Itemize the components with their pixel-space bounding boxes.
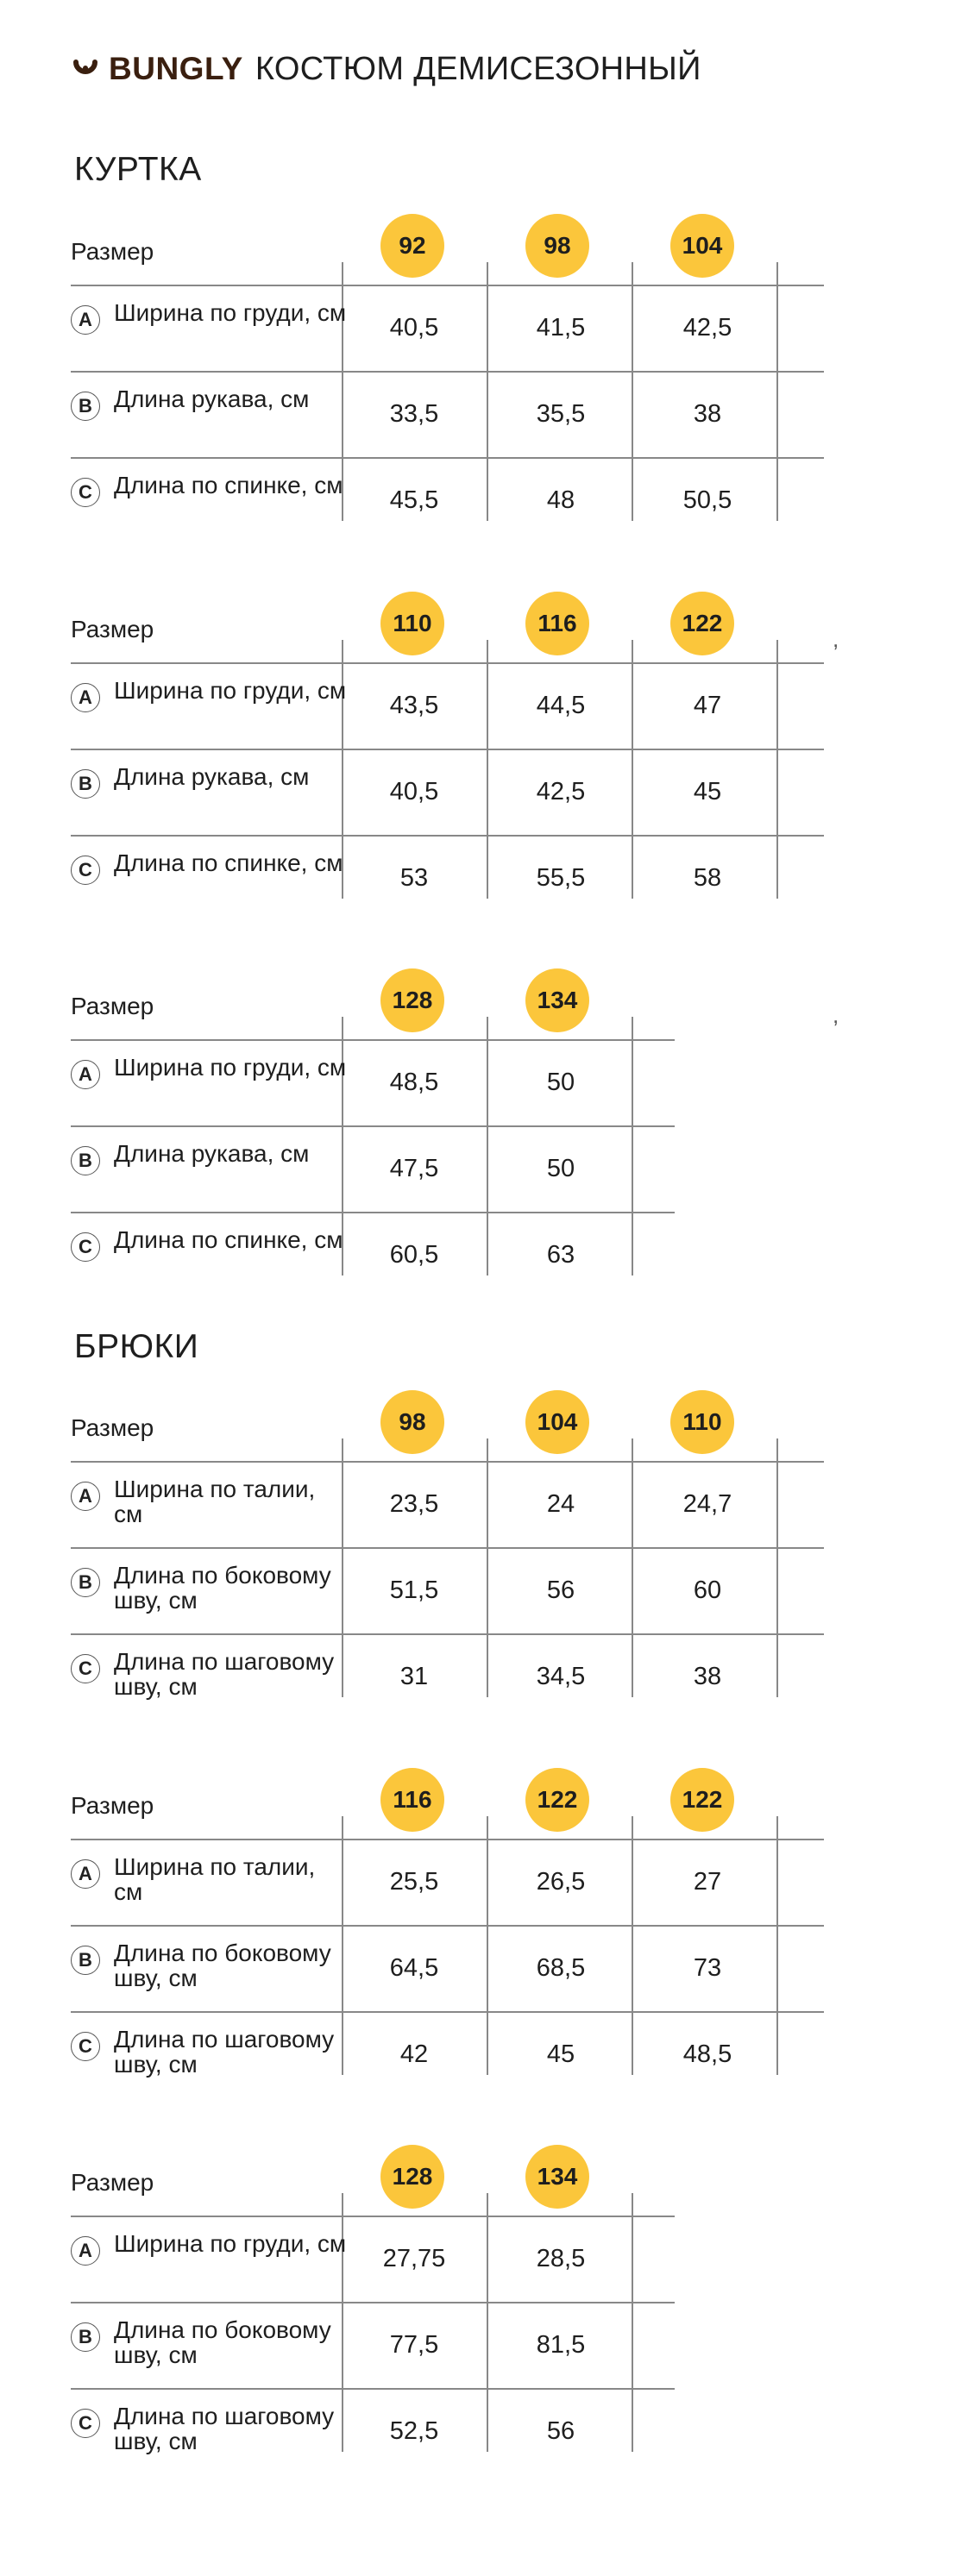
row-letter-a: A — [71, 683, 100, 712]
value-cell: 60 — [693, 1576, 722, 1604]
row-letter-c: C — [71, 2032, 100, 2061]
row-letter-b: B — [71, 1946, 100, 1975]
value-cell: 52,5 — [389, 2417, 439, 2445]
grid-line-horizontal — [71, 1461, 824, 1463]
row-letter-b: B — [71, 1146, 100, 1175]
value-cell: 27 — [693, 1868, 722, 1896]
value-cell: 45 — [693, 778, 722, 805]
grid-line-horizontal — [71, 1125, 675, 1127]
row-letter-b: B — [71, 392, 100, 421]
size-badge: 110 — [670, 1390, 734, 1454]
value-cell: 23,5 — [389, 1490, 439, 1518]
size-label: Размер — [71, 2169, 154, 2196]
grid-line-vertical — [632, 2193, 633, 2452]
brand-logo-icon — [72, 56, 98, 82]
value-cell: 47,5 — [389, 1155, 439, 1182]
value-cell: 28,5 — [536, 2245, 586, 2272]
grid-line-horizontal — [71, 2302, 675, 2303]
value-cell: 31 — [399, 1663, 429, 1690]
size-badge: 104 — [670, 214, 734, 278]
size-badge: 128 — [380, 968, 444, 1032]
value-cell: 50 — [546, 1069, 575, 1096]
size-badge: 134 — [525, 968, 589, 1032]
stray-mark: , — [833, 626, 839, 652]
value-cell: 27,75 — [382, 2245, 446, 2272]
size-badge: 104 — [525, 1390, 589, 1454]
row-label: Ширина по талии, см — [114, 1476, 316, 1527]
row-label: Длина по шаговому шву, см — [114, 1648, 335, 1700]
grid-line-horizontal — [71, 371, 824, 373]
row-label: Длина по спинке, см — [114, 1226, 343, 1253]
value-cell: 33,5 — [389, 400, 439, 428]
value-cell: 51,5 — [389, 1576, 439, 1604]
value-cell: 42,5 — [682, 314, 732, 342]
grid-line-vertical — [632, 1438, 633, 1697]
size-label: Размер — [71, 1414, 154, 1441]
row-letter-c: C — [71, 1654, 100, 1683]
row-label: Длина по боковому шву, см — [114, 2316, 331, 2368]
brand-logo — [72, 51, 243, 87]
value-cell: 41,5 — [536, 314, 586, 342]
grid-line-horizontal — [71, 2216, 675, 2217]
product-title: КОСТЮМ ДЕМИСЕЗОННЫЙ — [255, 50, 701, 87]
row-label: Длина по боковому шву, см — [114, 1940, 331, 1991]
grid-line-horizontal — [71, 1925, 824, 1927]
row-label: Ширина по груди, см — [114, 677, 347, 704]
size-badge: 122 — [670, 592, 734, 655]
row-letter-c: C — [71, 1232, 100, 1262]
size-badge: 116 — [525, 592, 589, 655]
value-cell: 50,5 — [682, 486, 732, 514]
grid-line-vertical — [632, 1816, 633, 2075]
value-cell: 42 — [399, 2040, 429, 2068]
grid-line-horizontal — [71, 835, 824, 837]
grid-line-horizontal — [71, 662, 824, 664]
value-cell: 43,5 — [389, 692, 439, 719]
value-cell: 40,5 — [389, 314, 439, 342]
grid-line-horizontal — [71, 1839, 824, 1840]
value-cell: 64,5 — [389, 1954, 439, 1982]
value-cell: 38 — [693, 1663, 722, 1690]
value-cell: 25,5 — [389, 1868, 439, 1896]
grid-line-horizontal — [71, 2011, 824, 2013]
grid-line-vertical — [776, 262, 778, 521]
value-cell: 53 — [399, 864, 429, 892]
value-cell: 40,5 — [389, 778, 439, 805]
grid-line-horizontal — [71, 2388, 675, 2390]
brand-name: BUNGLY — [109, 51, 243, 86]
value-cell: 81,5 — [536, 2331, 586, 2359]
row-letter-b: B — [71, 2322, 100, 2352]
value-cell: 73 — [693, 1954, 722, 1982]
grid-line-horizontal — [71, 1633, 824, 1635]
size-badge: 98 — [525, 214, 589, 278]
grid-line-vertical — [487, 1816, 488, 2075]
value-cell: 48,5 — [389, 1069, 439, 1096]
row-label: Длина рукава, см — [114, 1140, 310, 1167]
value-cell: 56 — [546, 1576, 575, 1604]
row-letter-a: A — [71, 1060, 100, 1089]
grid-line-vertical — [632, 262, 633, 521]
value-cell: 38 — [693, 400, 722, 428]
row-label: Длина по шаговому шву, см — [114, 2026, 335, 2078]
value-cell: 47 — [693, 692, 722, 719]
size-badge: 134 — [525, 2145, 589, 2209]
row-letter-c: C — [71, 856, 100, 885]
value-cell: 56 — [546, 2417, 575, 2445]
row-letter-c: C — [71, 478, 100, 507]
section-title: КУРТКА — [74, 151, 202, 188]
value-cell: 58 — [693, 864, 722, 892]
row-label: Ширина по талии, см — [114, 1853, 316, 1905]
grid-line-horizontal — [71, 457, 824, 459]
grid-line-horizontal — [71, 1039, 675, 1041]
value-cell: 63 — [546, 1241, 575, 1269]
value-cell: 48,5 — [682, 2040, 732, 2068]
value-cell: 26,5 — [536, 1868, 586, 1896]
size-badge: 122 — [525, 1768, 589, 1832]
grid-line-vertical — [487, 2193, 488, 2452]
row-letter-a: A — [71, 1482, 100, 1511]
value-cell: 45,5 — [389, 486, 439, 514]
row-letter-a: A — [71, 1859, 100, 1889]
page-header — [72, 48, 701, 90]
value-cell: 44,5 — [536, 692, 586, 719]
size-badge: 128 — [380, 2145, 444, 2209]
size-label: Размер — [71, 616, 154, 642]
grid-line-vertical — [632, 1017, 633, 1275]
value-cell: 68,5 — [536, 1954, 586, 1982]
row-label: Ширина по груди, см — [114, 1054, 347, 1081]
size-label: Размер — [71, 1792, 154, 1819]
row-label: Длина по спинке, см — [114, 472, 343, 498]
grid-line-horizontal — [71, 285, 824, 286]
value-cell: 60,5 — [389, 1241, 439, 1269]
value-cell: 50 — [546, 1155, 575, 1182]
grid-line-vertical — [776, 1438, 778, 1697]
grid-line-vertical — [487, 1017, 488, 1275]
stray-mark: , — [833, 1002, 839, 1028]
value-cell: 24 — [546, 1490, 575, 1518]
size-label: Размер — [71, 238, 154, 265]
row-letter-c: C — [71, 2409, 100, 2438]
value-cell: 24,7 — [682, 1490, 732, 1518]
size-badge: 116 — [380, 1768, 444, 1832]
value-cell: 35,5 — [536, 400, 586, 428]
grid-line-horizontal — [71, 1212, 675, 1213]
value-cell: 45 — [546, 2040, 575, 2068]
row-label: Длина по боковому шву, см — [114, 1562, 331, 1614]
size-label: Размер — [71, 993, 154, 1019]
value-cell: 42,5 — [536, 778, 586, 805]
row-letter-a: A — [71, 2236, 100, 2266]
grid-line-vertical — [776, 640, 778, 899]
grid-line-horizontal — [71, 1547, 824, 1549]
grid-line-vertical — [487, 1438, 488, 1697]
value-cell: 34,5 — [536, 1663, 586, 1690]
row-letter-a: A — [71, 305, 100, 335]
size-badge: 122 — [670, 1768, 734, 1832]
grid-line-vertical — [487, 262, 488, 521]
size-badge: 92 — [380, 214, 444, 278]
grid-line-horizontal — [71, 749, 824, 750]
size-badge: 110 — [380, 592, 444, 655]
row-label: Ширина по груди, см — [114, 299, 347, 326]
row-label: Ширина по груди, см — [114, 2230, 347, 2257]
grid-line-vertical — [776, 1816, 778, 2075]
grid-line-vertical — [487, 640, 488, 899]
row-label: Длина рукава, см — [114, 763, 310, 790]
row-letter-b: B — [71, 1568, 100, 1597]
row-letter-b: B — [71, 769, 100, 799]
grid-line-vertical — [632, 640, 633, 899]
value-cell: 48 — [546, 486, 575, 514]
value-cell: 55,5 — [536, 864, 586, 892]
row-label: Длина по спинке, см — [114, 849, 343, 876]
section-title: БРЮКИ — [74, 1328, 199, 1365]
row-label: Длина рукава, см — [114, 385, 310, 412]
value-cell: 77,5 — [389, 2331, 439, 2359]
row-label: Длина по шаговому шву, см — [114, 2403, 335, 2454]
size-badge: 98 — [380, 1390, 444, 1454]
